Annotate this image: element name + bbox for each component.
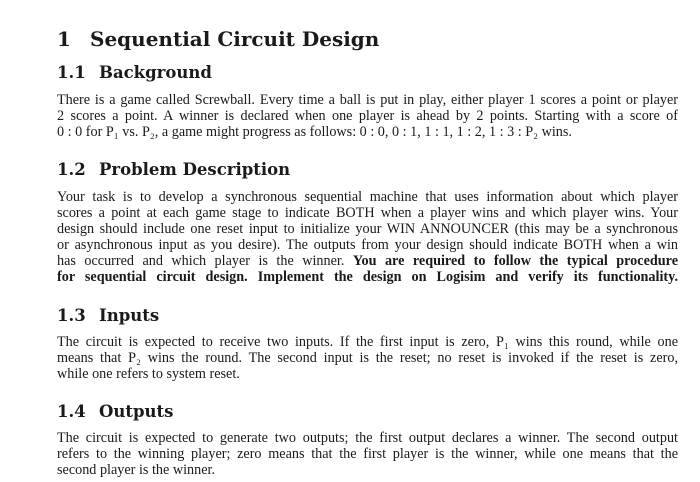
subsection-heading-background: 1.1 Background	[57, 63, 212, 82]
text-line: 0 : 0 for P₁ vs. P₂, a game might progress as follows: 0 : 0, 0 : 1, 1 : 1, 1 : 2, 1 : 3 : P₂ wins.	[57, 124, 572, 140]
text-line: second player is the winner.	[57, 462, 215, 478]
section-heading: 1 Sequential Circuit Design	[57, 27, 380, 51]
text-line	[57, 253, 678, 269]
subsection-heading-problem-description: 1.2 Problem Description	[57, 160, 291, 179]
subsection-heading-inputs: 1.3 Inputs	[57, 306, 160, 325]
background-paragraph	[57, 92, 678, 140]
bold-requirement: for sequential circuit design. Implement the design on Logisim and verify its functionality.	[57, 269, 678, 285]
text-line: refers to the winning player; zero means that the first player is the winner, while one means that the	[57, 446, 678, 462]
bold-requirement: You are required to follow the typical procedure	[352, 253, 678, 269]
text-line	[57, 269, 678, 285]
outputs-paragraph	[57, 430, 678, 478]
text-line: 2 scores a point. A winner is declared when one player is ahead by 2 points. Starting with a score of	[57, 108, 678, 124]
text-segment: has occurred and which player is the winner.	[57, 253, 345, 269]
text-line: Your task is to develop a synchronous sequential machine that uses information about which player	[57, 189, 678, 205]
text-line: There is a game called Screwball. Every time a ball is put in play, either player 1 scores a point or player	[57, 92, 678, 108]
problem-description-paragraph	[57, 189, 678, 285]
text-line: design should include one reset input to initialize your WIN ANNOUNCER (this may be a synchronous	[57, 221, 678, 237]
text-line: scores a point at each game stage to indicate BOTH when a player wins and which player wins. Your	[57, 205, 678, 221]
text-line: while one refers to system reset.	[57, 366, 240, 382]
text-line: means that P₂ wins the round. The second input is the reset; no reset is invoked if the reset is zero,	[57, 350, 678, 366]
text-line: or asynchronous input as you desire). The outputs from your design should indicate BOTH when a win	[57, 237, 678, 253]
inputs-paragraph	[57, 334, 678, 382]
text-line: The circuit is expected to generate two outputs; the first output declares a winner. The second output	[57, 430, 678, 446]
text-line: The circuit is expected to receive two inputs. If the first input is zero, P₁ wins this round, while one	[57, 334, 678, 350]
subsection-heading-outputs: 1.4 Outputs	[57, 402, 174, 421]
